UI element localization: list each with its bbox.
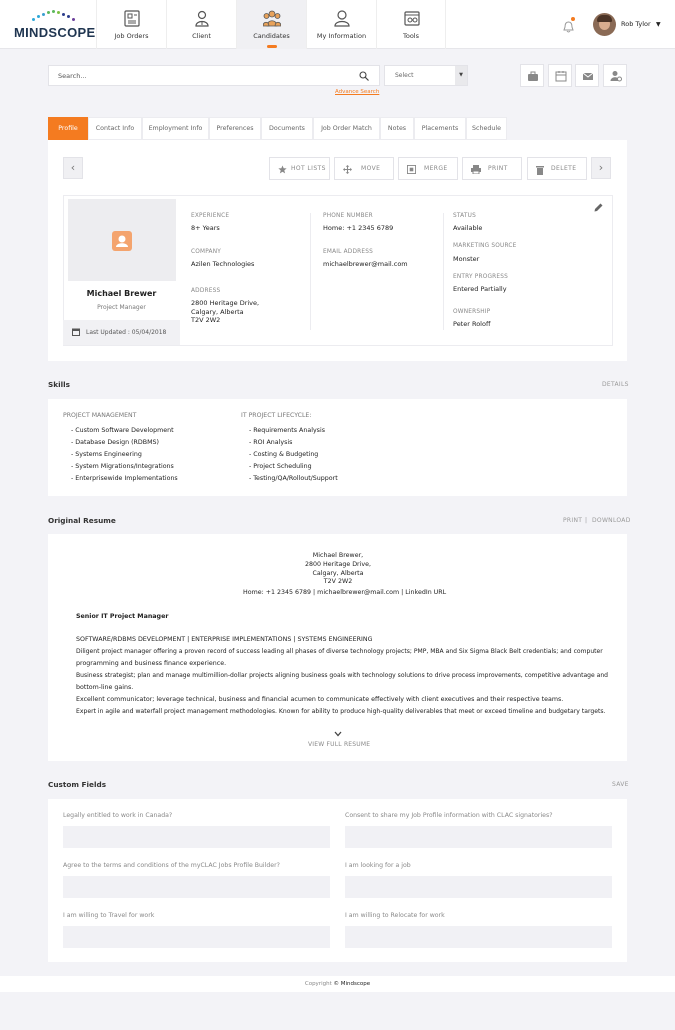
nav-label: Client — [192, 32, 211, 40]
candidate-role: Project Manager — [97, 304, 146, 311]
resume-download-link[interactable]: DOWNLOAD — [592, 517, 631, 524]
logo-dots — [32, 10, 76, 22]
active-indicator — [267, 45, 277, 48]
ownership-label: OWNERSHIP — [453, 309, 491, 315]
merge-icon — [407, 165, 416, 174]
star-icon — [278, 165, 287, 174]
custom-field-label: Legally entitled to work in Canada? — [63, 812, 173, 819]
delete-label: DELETE — [551, 165, 577, 172]
resume-header-line: Calgary, Alberta — [312, 570, 364, 577]
tools-icon — [404, 10, 420, 27]
nav-tools[interactable] — [376, 0, 446, 49]
view-full-resume-link[interactable]: VIEW FULL RESUME — [308, 741, 371, 748]
tab-schedule[interactable]: Schedule — [466, 117, 507, 140]
brand-name: MINDSCOPE — [14, 25, 96, 40]
resume-print-link[interactable]: PRINT — [563, 517, 583, 524]
chevron-down-icon[interactable] — [334, 731, 342, 737]
calendar-icon — [555, 70, 567, 82]
tab-profile[interactable]: Profile — [48, 117, 88, 140]
custom-field-input[interactable] — [345, 876, 612, 898]
address-label: ADDRESS — [191, 288, 221, 294]
copyright-text: Copyright — [304, 981, 332, 987]
custom-field-input[interactable] — [345, 826, 612, 848]
merge-button[interactable] — [398, 157, 458, 180]
custom-field-label: Consent to share my Job Profile information with CLAC signatories? — [345, 812, 553, 819]
resume-line: Business strategist; plan and manage multimillion-dollar projects aligning business goals with technology solutions to drive process improvements, competitive advantage and — [76, 672, 609, 679]
resume-title: Original Resume — [48, 516, 116, 525]
select-arrow-icon[interactable]: ▼ — [455, 66, 467, 85]
marketing-source-value: Monster — [453, 255, 480, 263]
top-header — [0, 0, 675, 49]
calendar-icon — [72, 328, 80, 336]
notification-bell-icon[interactable] — [563, 18, 574, 30]
nav-label: Job Orders — [114, 32, 149, 40]
add-candidate-button[interactable] — [520, 64, 544, 87]
move-label: MOVE — [361, 165, 381, 172]
resume-contact-line: Home: +1 2345 6789 | michaelbrewer@mail.com | LinkedIn URL — [243, 589, 447, 596]
candidate-photo-placeholder[interactable] — [68, 199, 176, 281]
resume-line: SOFTWARE/RDBMS DEVELOPMENT | ENTERPRISE IMPLEMENTATIONS | SYSTEMS ENGINEERING — [76, 636, 373, 643]
delete-button[interactable] — [527, 157, 587, 180]
page-footer — [0, 976, 675, 992]
custom-field-input[interactable] — [63, 826, 330, 848]
search-filter-select[interactable] — [384, 65, 468, 86]
skills-details-link[interactable]: DETAILS — [602, 381, 629, 388]
resume-header-line: 2800 Heritage Drive, — [305, 561, 371, 568]
custom-field-input[interactable] — [63, 876, 330, 898]
mindscope-logo[interactable] — [14, 10, 96, 40]
my-information-icon — [334, 10, 350, 27]
resume-job-title: Senior IT Project Manager — [76, 613, 169, 620]
skill-item: - System Migrations/Integrations — [71, 463, 174, 470]
nav-label: Tools — [402, 32, 419, 40]
advance-search-link[interactable]: Advance Search — [335, 89, 380, 95]
resume-header-line: T2V 2W2 — [323, 578, 353, 585]
tab-contact-info[interactable]: Contact Info — [88, 117, 142, 140]
entry-progress-label: ENTRY PROGRESS — [453, 274, 509, 280]
merge-label: MERGE — [424, 165, 448, 172]
resume-line: bottom-line gains. — [76, 684, 134, 691]
phone-value[interactable]: Home: +1 2345 6789 — [323, 224, 394, 232]
mail-icon — [582, 70, 594, 82]
ownership-value: Peter Roloff — [453, 320, 491, 328]
move-button[interactable] — [334, 157, 394, 180]
experience-value: 8+ Years — [191, 224, 220, 232]
custom-field-label: I am willing to Relocate for work — [345, 912, 445, 919]
user-settings-button[interactable] — [603, 64, 627, 87]
nav-candidates[interactable] — [236, 0, 306, 49]
custom-field-label: I am looking for a job — [345, 862, 411, 869]
job-orders-icon — [124, 10, 140, 27]
skill-group-heading: IT PROJECT LIFECYCLE: — [241, 412, 312, 419]
printer-icon — [471, 165, 481, 174]
resume-header-line: Michael Brewer, — [312, 552, 364, 559]
nav-client[interactable] — [166, 0, 236, 49]
notification-dot — [571, 17, 575, 21]
resume-line: programming and business finance experience. — [76, 660, 227, 667]
resume-line: Expert in agile and waterfall project management methodologies. Known for ability to produce high-quality deliverables that meet or exceed timeline and budgetary targets. — [76, 708, 606, 715]
briefcase-lock-icon — [527, 70, 539, 82]
resume-line: Excellent communicator; leverage technical, business and financial acumen to communicate effectively with client executives and their respective teams. — [76, 696, 564, 703]
skills-title: Skills — [48, 380, 70, 389]
address-line-1: 2800 Heritage Drive, — [191, 299, 260, 307]
last-updated-text: Last Updated : 05/04/2018 — [86, 329, 167, 336]
skill-item: - ROI Analysis — [249, 439, 293, 446]
email-value[interactable]: michaelbrewer@mail.com — [323, 260, 408, 268]
skill-item: - Enterprisewide Implementations — [71, 475, 178, 482]
select-value: Select — [395, 72, 414, 79]
nav-my-information[interactable] — [306, 0, 376, 49]
address-line-3: T2V 2W2 — [191, 316, 221, 324]
nav-job-orders[interactable] — [96, 0, 166, 49]
column-divider — [443, 213, 444, 330]
link-separator: | — [585, 517, 588, 524]
calendar-button[interactable] — [548, 64, 572, 87]
trash-icon — [536, 165, 544, 175]
edit-pencil-icon[interactable] — [594, 203, 603, 212]
skill-item: - Systems Engineering — [71, 451, 142, 458]
tab-placements[interactable]: Placements — [414, 117, 466, 140]
phone-label: PHONE NUMBER — [323, 213, 373, 219]
user-placeholder-icon — [112, 231, 132, 251]
status-label: STATUS — [453, 213, 476, 219]
tab-documents[interactable]: Documents — [261, 117, 313, 140]
entry-progress-value: Entered Partially — [453, 285, 507, 293]
user-gear-icon — [610, 70, 622, 82]
resume-line: Diligent project manager offering a proven record of success leading all phases of diverse technology projects; PMP, MBA and Six Sigma Black Belt credentials; and computer — [76, 648, 603, 655]
skill-item: - Costing & Budgeting — [249, 451, 319, 458]
address-line-2: Calgary, Alberta — [191, 308, 244, 316]
company-value: Azilen Technologies — [191, 260, 255, 268]
status-value: Available — [453, 224, 483, 232]
skill-item: - Requirements Analysis — [249, 427, 325, 434]
experience-label: EXPERIENCE — [191, 213, 230, 219]
user-avatar[interactable] — [593, 13, 616, 36]
company-label: COMPANY — [191, 249, 221, 255]
user-name[interactable]: Rob Tylor — [621, 20, 651, 28]
custom-fields-title: Custom Fields — [48, 780, 107, 789]
copyright-symbol: © — [333, 981, 339, 987]
skill-item: - Custom Software Development — [71, 427, 174, 434]
candidates-icon — [263, 10, 281, 27]
custom-field-input[interactable] — [345, 926, 612, 948]
skill-item: - Project Scheduling — [249, 463, 312, 470]
custom-field-input[interactable] — [63, 926, 330, 948]
print-label: PRINT — [488, 165, 508, 172]
hot-lists-button[interactable] — [269, 157, 330, 180]
custom-field-label: I am willing to Travel for work — [63, 912, 155, 919]
previous-candidate-button[interactable]: ‹ — [63, 157, 83, 179]
search-icon[interactable] — [359, 71, 369, 81]
tab-employment-info[interactable]: Employment Info — [142, 117, 209, 140]
nav-label: My Information — [316, 32, 367, 40]
custom-field-label: Agree to the terms and conditions of the myCLAC Jobs Profile Builder? — [63, 862, 280, 869]
skill-group-heading: PROJECT MANAGEMENT — [63, 412, 137, 419]
nav-label: Candidates — [253, 32, 290, 40]
search-input[interactable] — [48, 65, 380, 86]
last-updated — [63, 320, 180, 345]
search-placeholder: Search... — [58, 72, 87, 80]
marketing-source-label: MARKETING SOURCE — [453, 243, 517, 249]
user-menu-caret-icon[interactable]: ▼ — [656, 21, 661, 28]
client-icon — [194, 10, 210, 27]
tab-preferences[interactable]: Preferences — [209, 117, 261, 140]
custom-fields-save-link[interactable]: SAVE — [612, 781, 629, 788]
print-button[interactable] — [462, 157, 522, 180]
candidate-name: Michael Brewer — [86, 289, 157, 298]
tab-job-order-match[interactable]: Job Order Match — [313, 117, 380, 140]
hot-lists-label: HOT LISTS — [291, 165, 326, 172]
skill-item: - Database Design (RDBMS) — [71, 439, 159, 446]
next-candidate-button[interactable]: › — [591, 157, 611, 179]
email-button[interactable] — [575, 64, 599, 87]
skill-item: - Testing/QA/Rollout/Support — [249, 475, 338, 482]
move-icon — [343, 165, 352, 174]
footer-brand: Mindscope — [340, 981, 371, 987]
tab-notes[interactable]: Notes — [380, 117, 414, 140]
column-divider — [310, 213, 311, 330]
email-label: EMAIL ADDRESS — [323, 249, 373, 255]
